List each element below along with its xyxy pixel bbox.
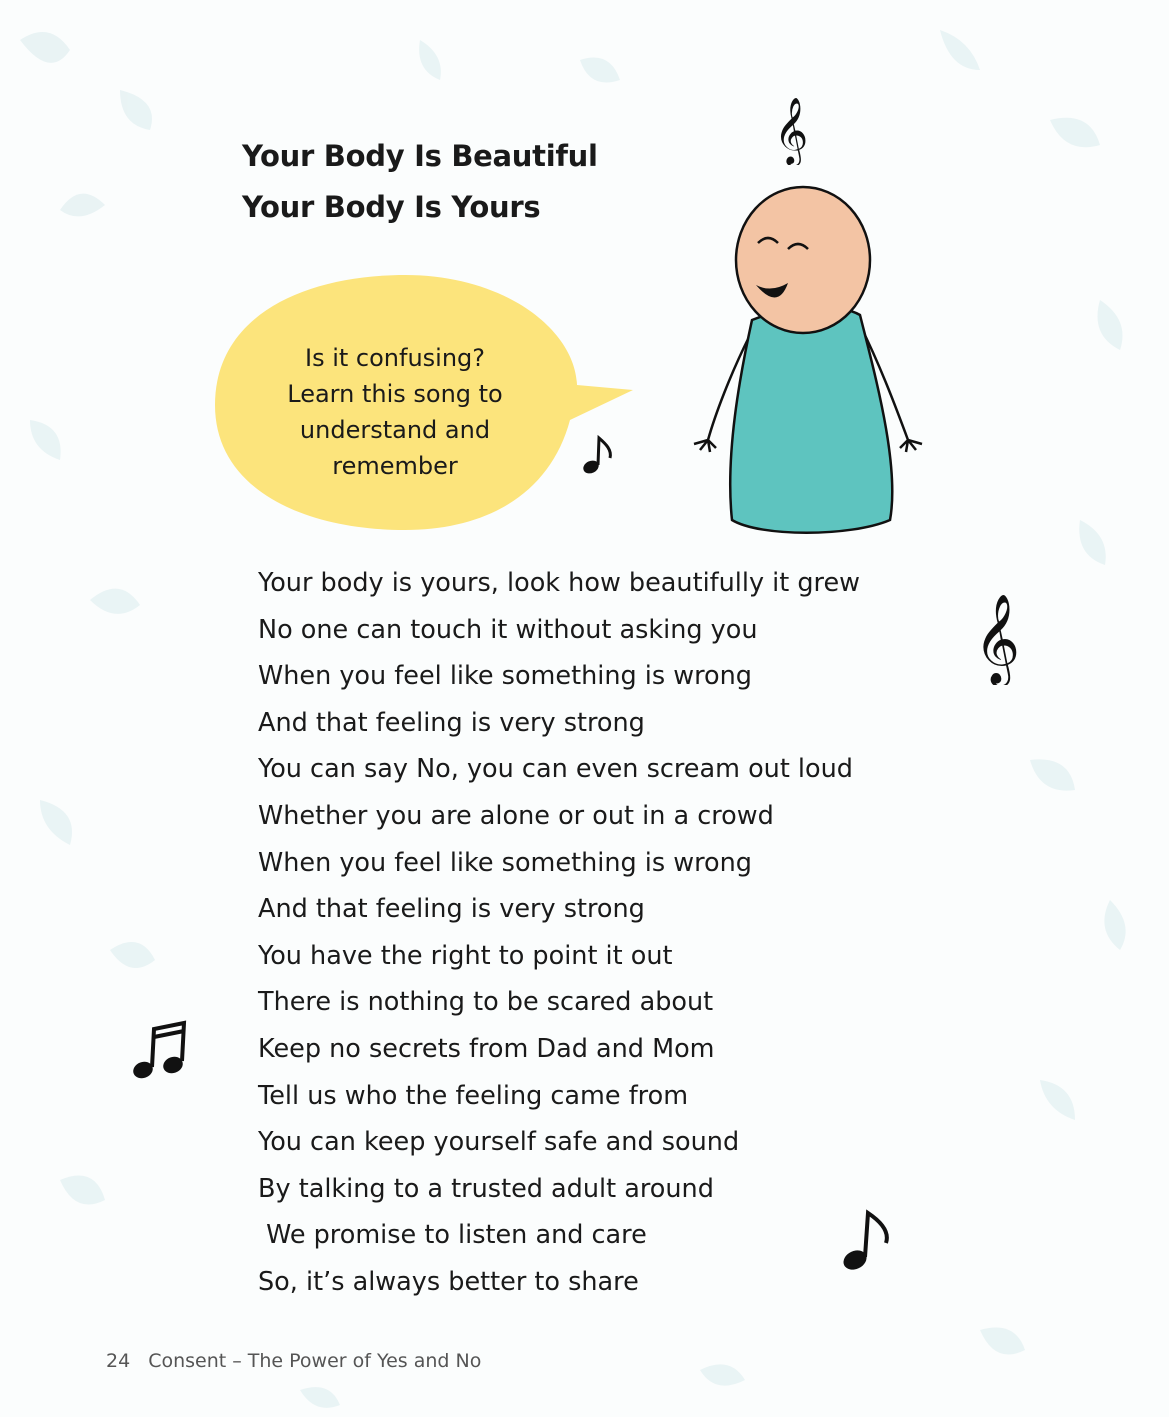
eighth-note-icon xyxy=(580,432,620,477)
lyric-line: We promise to listen and care xyxy=(258,1220,647,1251)
lyric-line: Keep no secrets from Dad and Mom xyxy=(258,1033,715,1064)
speech-bubble-text xyxy=(250,340,540,484)
bubble-line: remember xyxy=(332,452,458,480)
page-number: 24 xyxy=(106,1350,131,1372)
lyric-line: Your body is yours, look how beautifully it grew xyxy=(258,568,861,598)
bubble-line: understand and xyxy=(299,416,491,444)
lyric-line: There is nothing to be scared about xyxy=(258,987,714,1018)
lyric-line: You can say No, you can even scream out loud xyxy=(258,754,853,785)
beamed-notes-icon xyxy=(128,1015,193,1085)
page-footer xyxy=(106,1350,499,1372)
bubble-line: Is it confusing? xyxy=(304,344,486,372)
lyric-line: By talking to a trusted adult around xyxy=(258,1173,714,1204)
lyric-line: No one can touch it without asking you xyxy=(258,614,758,645)
lyric-line: So, it’s always better to share xyxy=(258,1266,639,1297)
lyric-line: When you feel like something is wrong xyxy=(258,847,752,878)
lyric-line: When you feel like something is wrong xyxy=(258,661,752,692)
book-title: Consent – The Power of Yes and No xyxy=(148,1350,482,1372)
song-lyrics xyxy=(258,560,860,1306)
lyric-line: You have the right to point it out xyxy=(258,940,673,971)
lyric-line: Tell us who the feeling came from xyxy=(258,1080,689,1111)
svg-text:𝄞: 𝄞 xyxy=(974,594,1021,684)
lyric-line: You can keep yourself safe and sound xyxy=(258,1127,740,1158)
page-title-line-1: Your Body Is Beautiful xyxy=(242,139,598,173)
lyric-line: Whether you are alone or out in a crowd xyxy=(258,800,774,831)
treble-clef-icon xyxy=(970,585,1035,685)
lyric-line: And that feeling is very strong xyxy=(258,707,645,738)
page-title-line-2: Your Body Is Yours xyxy=(242,190,541,224)
svg-text:𝄞: 𝄞 xyxy=(774,96,809,164)
lyric-line: And that feeling is very strong xyxy=(258,894,645,925)
bubble-line: Learn this song to xyxy=(287,380,503,408)
treble-clef-icon xyxy=(770,90,820,165)
singing-character-illustration xyxy=(680,175,950,545)
